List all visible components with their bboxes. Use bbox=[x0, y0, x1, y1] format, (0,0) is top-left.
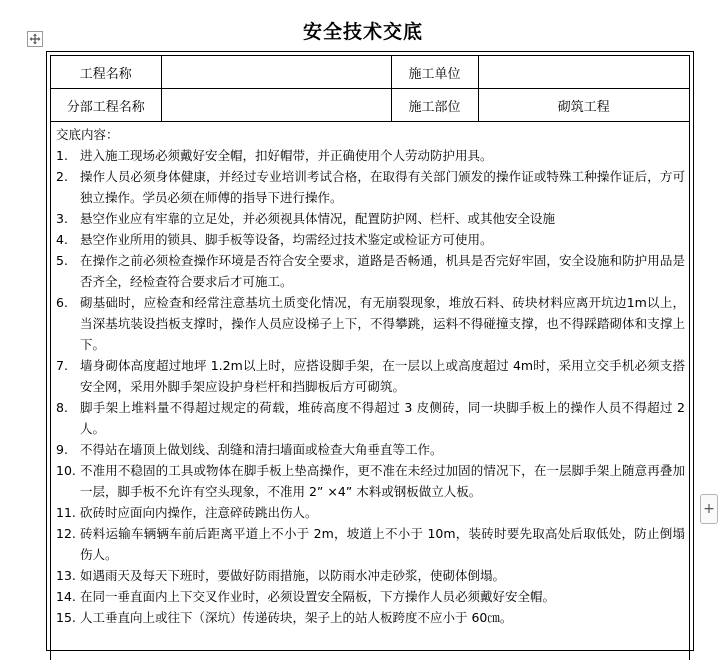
item-text: 如遇雨天及每天下班时，要做好防雨措施，以防雨水冲走砂浆，使砌体倒塌。 bbox=[80, 568, 506, 583]
item-number: 7. bbox=[56, 358, 68, 373]
list-item bbox=[56, 460, 685, 502]
item-number: 8. bbox=[56, 400, 68, 415]
list-item bbox=[56, 229, 685, 250]
item-number: 5. bbox=[56, 253, 68, 268]
item-text: 砌基础时，应检查和经常注意基坑土质变化情况，有无崩裂现象，堆放石料、砖块材料应离开坑边1m以上，当深基坑装设挡板支撑时，操作人员应设梯子上下，不得攀跳，运料不得碰撞支撑，也不得踩踏砌体和支撑上下。 bbox=[80, 295, 685, 352]
item-text: 进入施工现场必须戴好安全帽，扣好帽带，并正确使用个人劳动防护用具。 bbox=[80, 148, 493, 163]
item-number: 2. bbox=[56, 169, 68, 184]
item-text: 操作人员必须身体健康，并经过专业培训考试合格，在取得有关部门颁发的操作证或特殊工种操作证后，方可独立操作。学员必须在师傅的指导下进行操作。 bbox=[80, 169, 685, 205]
table-row bbox=[51, 89, 689, 122]
item-text: 不准用不稳固的工具或物体在脚手板上垫高操作，更不准在未经过加固的情况下，在一层脚手架上随意再叠加一层，脚手板不允许有空头现象，不准用 2” ×4” 木料或钢板做立人板。 bbox=[80, 463, 685, 499]
list-item bbox=[56, 586, 685, 607]
item-number: 15. bbox=[56, 610, 76, 625]
disclosure-content[interactable] bbox=[51, 122, 689, 628]
item-text: 悬空作业应有牢靠的立足处，并必须视具体情况，配置防护网、栏杆、或其他安全设施 bbox=[80, 211, 556, 226]
table-row bbox=[51, 56, 689, 89]
construction-unit-value[interactable] bbox=[478, 56, 689, 89]
item-number: 6. bbox=[56, 295, 68, 310]
content-heading: 交底内容： bbox=[56, 127, 119, 142]
info-table bbox=[51, 56, 689, 122]
item-text: 在操作之前必须检查操作环境是否符合安全要求，道路是否畅通，机具是否完好牢固，安全设施和防护用品是否齐全，经检查符合要求后才可施工。 bbox=[80, 253, 685, 289]
item-text: 不得站在墙顶上做划线、刮缝和清扫墙面或检查大角垂直等工作。 bbox=[80, 442, 443, 457]
safety-disclosure-table bbox=[50, 55, 690, 660]
item-number: 11. bbox=[56, 505, 76, 520]
document-title: 安全技术交底 bbox=[302, 21, 423, 43]
document-frame bbox=[46, 51, 694, 651]
item-number: 4. bbox=[56, 232, 68, 247]
list-item bbox=[56, 502, 685, 523]
construction-unit-label: 施工单位 bbox=[391, 56, 478, 89]
item-number: 14. bbox=[56, 589, 76, 604]
item-number: 3. bbox=[56, 211, 68, 226]
item-text: 砍砖时应面向内操作，注意碎砖跳出伤人。 bbox=[80, 505, 318, 520]
item-text: 悬空作业所用的锁具、脚手板等设备，均需经过技术鉴定或检证方可使用。 bbox=[80, 232, 493, 247]
sub-project-label: 分部工程名称 bbox=[51, 89, 161, 122]
construction-site-value[interactable]: 砌筑工程 bbox=[478, 89, 689, 122]
plus-icon: + bbox=[703, 501, 715, 517]
project-name-label: 工程名称 bbox=[51, 56, 161, 89]
item-number: 13. bbox=[56, 568, 76, 583]
list-item bbox=[56, 292, 685, 355]
list-item bbox=[56, 565, 685, 586]
item-text: 在同一垂直面内上下交叉作业时，必须设置安全隔板，下方操作人员必须戴好安全帽。 bbox=[80, 589, 556, 604]
list-item bbox=[56, 145, 685, 166]
item-number: 1. bbox=[56, 148, 68, 163]
list-item bbox=[56, 439, 685, 460]
project-name-value[interactable] bbox=[161, 56, 391, 89]
list-item bbox=[56, 355, 685, 397]
item-text: 脚手架上堆料量不得超过规定的荷载，堆砖高度不得超过 3 皮侧砖，同一块脚手板上的操作人员不得超过 2 人。 bbox=[80, 400, 685, 436]
list-item bbox=[56, 523, 685, 565]
list-item bbox=[56, 208, 685, 229]
item-text: 砖料运输车辆辆车前后距离平道上不小于 2m，坡道上不小于 10m，装砖时要先取高处后取低处，防止倒塌伤人。 bbox=[80, 526, 685, 562]
list-item bbox=[56, 607, 685, 628]
sub-project-value[interactable] bbox=[161, 89, 391, 122]
list-item bbox=[56, 397, 685, 439]
item-text: 人工垂直向上或往下（深坑）传递砖块，架子上的站人板跨度不应小于 60㎝。 bbox=[80, 610, 513, 625]
list-item bbox=[56, 166, 685, 208]
list-item bbox=[56, 250, 685, 292]
add-row-button[interactable] bbox=[700, 494, 718, 524]
construction-site-label: 施工部位 bbox=[391, 89, 478, 122]
item-number: 9. bbox=[56, 442, 68, 457]
item-number: 10. bbox=[56, 463, 76, 478]
item-text: 墙身砌体高度超过地坪 1.2m以上时，应搭设脚手架，在一层以上或高度超过 4m时，采用立交手机必须支搭安全网，采用外脚手架应设护身栏杆和挡脚板后方可砌筑。 bbox=[80, 358, 685, 394]
item-number: 12. bbox=[56, 526, 76, 541]
